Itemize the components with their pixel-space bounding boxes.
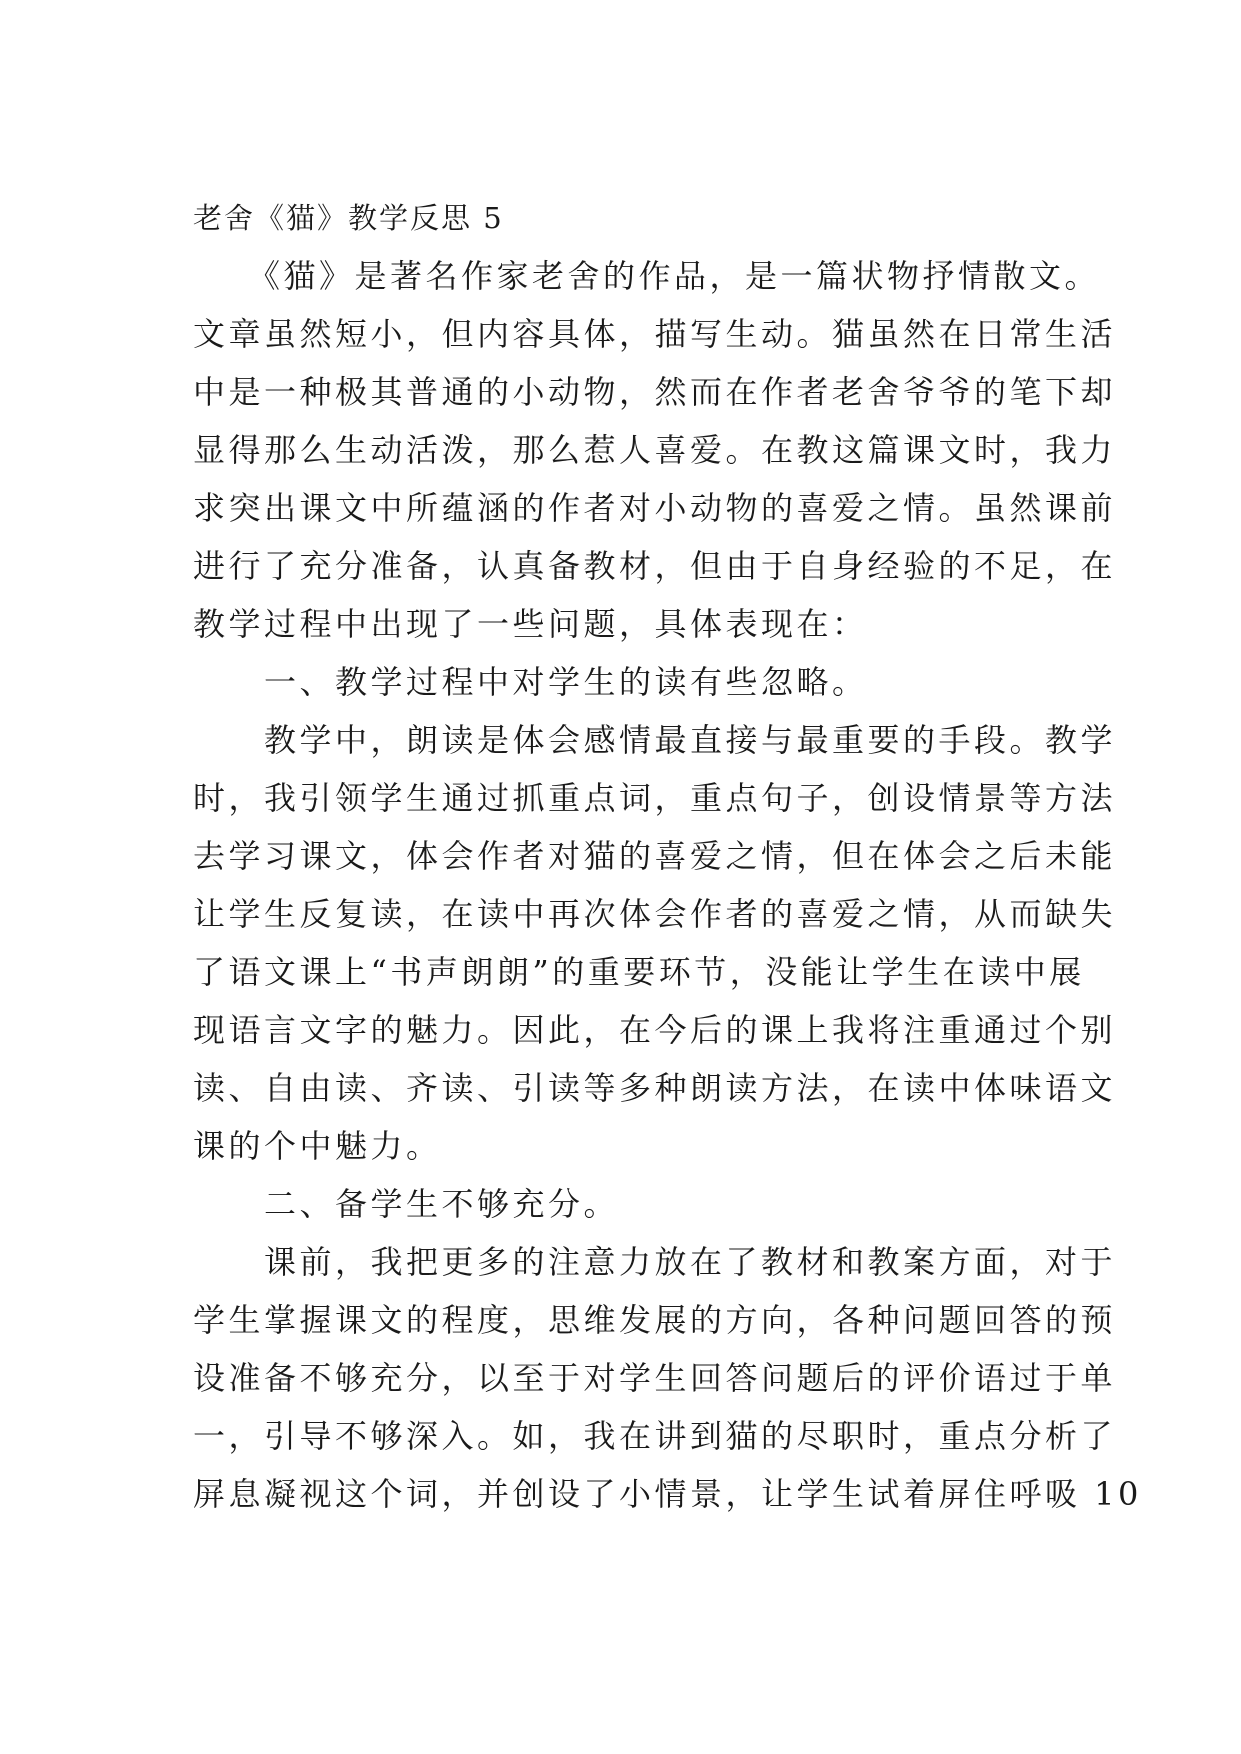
paragraph-line: 让学生反复读，在读中再次体会作者的喜爱之情，从而缺失 <box>193 895 1117 933</box>
paragraph-line: 课前，我把更多的注意力放在了教材和教案方面，对于 <box>193 1243 1117 1281</box>
paragraph-line: 中是一种极其普通的小动物，然而在作者老舍爷爷的笔下却 <box>193 373 1117 411</box>
paragraph-line: 读、自由读、齐读、引读等多种朗读方法，在读中体味语文 <box>193 1069 1117 1107</box>
section-heading: 二、备学生不够充分。 <box>193 1185 620 1223</box>
paragraph-line: 教学过程中出现了一些问题，具体表现在： <box>193 605 868 643</box>
paragraph-line: 学生掌握课文的程度，思维发展的方向，各种问题回答的预 <box>193 1301 1117 1339</box>
paragraph-line: 设准备不够充分，以至于对学生回答问题后的评价语过于单 <box>193 1359 1117 1397</box>
paragraph-line: 教学中，朗读是体会感情最直接与最重要的手段。教学 <box>193 721 1117 759</box>
document-title: 老舍《猫》教学反思 5 <box>193 201 504 235</box>
paragraph-line: 去学习课文，体会作者对猫的喜爱之情，但在体会之后未能 <box>193 837 1117 875</box>
paragraph-line: 时，我引领学生通过抓重点词，重点句子，创设情景等方法 <box>193 779 1117 817</box>
paragraph-line: 课的个中魅力。 <box>193 1127 442 1165</box>
paragraph-line: 《猫》是著名作家老舍的作品，是一篇状物抒情散文。 <box>193 257 1101 295</box>
paragraph-line: 进行了充分准备，认真备教材，但由于自身经验的不足，在 <box>193 547 1117 585</box>
paragraph-line: 了语文课上“书声朗朗”的重要环节，没能让学生在读中展 <box>193 953 1085 991</box>
paragraph-line: 一，引导不够深入。如，我在讲到猫的尽职时，重点分析了 <box>193 1417 1117 1455</box>
paragraph-line: 求突出课文中所蕴涵的作者对小动物的喜爱之情。虽然课前 <box>193 489 1117 527</box>
paragraph-line: 屏息凝视这个词，并创设了小情景，让学生试着屏住呼吸 10 <box>193 1475 1142 1513</box>
paragraph-line: 现语言文字的魅力。因此，在今后的课上我将注重通过个别 <box>193 1011 1117 1049</box>
paragraph-line: 显得那么生动活泼，那么惹人喜爱。在教这篇课文时，我力 <box>193 431 1117 469</box>
paragraph-line: 文章虽然短小，但内容具体，描写生动。猫虽然在日常生活 <box>193 315 1117 353</box>
section-heading: 一、教学过程中对学生的读有些忽略。 <box>193 663 868 701</box>
